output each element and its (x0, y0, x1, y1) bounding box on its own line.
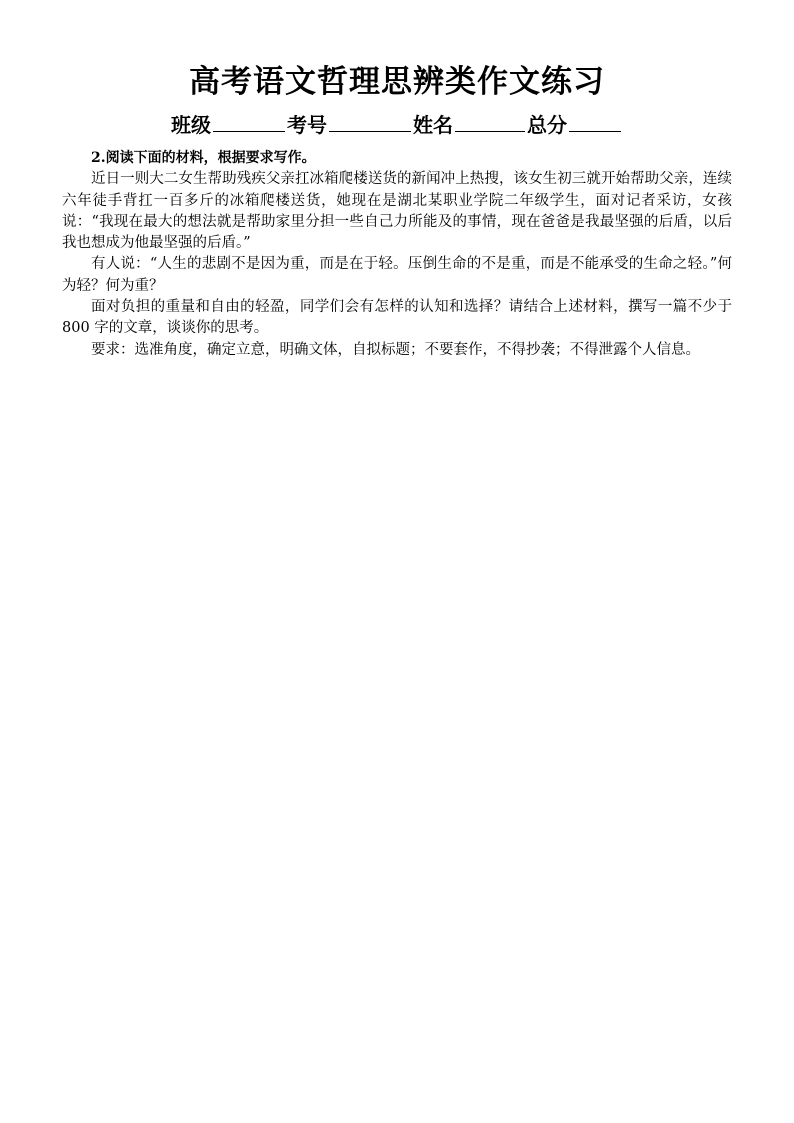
score-label: 总分 (527, 113, 567, 137)
material-paragraph-2: 有人说：“人生的悲剧不是因为重，而是在于轻。压倒生命的不是重，而是不能承受的生命之轻。”何为轻？何为重？ (62, 256, 732, 294)
class-label: 班级 (171, 113, 211, 137)
student-info-line (62, 108, 732, 142)
requirements-paragraph: 要求：选准角度，确定立意，明确文体，自拟标题；不要套作，不得抄袭；不得泄露个人信息。 (91, 341, 700, 358)
page-title: 高考语文哲理思辨类作文练习 (189, 64, 605, 100)
number-label: 考号 (287, 113, 327, 137)
document-page (62, 58, 732, 361)
class-blank[interactable] (213, 111, 285, 132)
score-blank[interactable] (569, 111, 621, 132)
prompt-paragraph: 面对负担的重量和自由的轻盈，同学们会有怎样的认知和选择？请结合上述材料，撰写一篇不少于 800 字的文章，谈谈你的思考。 (62, 299, 732, 337)
question-body (62, 148, 732, 361)
name-blank[interactable] (455, 111, 525, 132)
number-blank[interactable] (329, 111, 411, 132)
name-label: 姓名 (413, 113, 453, 137)
material-paragraph-1: 近日一则大二女生帮助残疾父亲扛冰箱爬楼送货的新闻冲上热搜，该女生初三就开始帮助父亲，连续六年徒手背扛一百多斤的冰箱爬楼送货，她现在是湖北某职业学院二年级学生，面对记者采访，女孩说：“我现在最大的想法就是帮助家里分担一些自己力所能及的事情，现在爸爸是我最坚强的后盾，以后我也想成为他最坚强的后盾。” (62, 171, 732, 252)
question-heading: 2.阅读下面的材料，根据要求写作。 (91, 150, 316, 166)
